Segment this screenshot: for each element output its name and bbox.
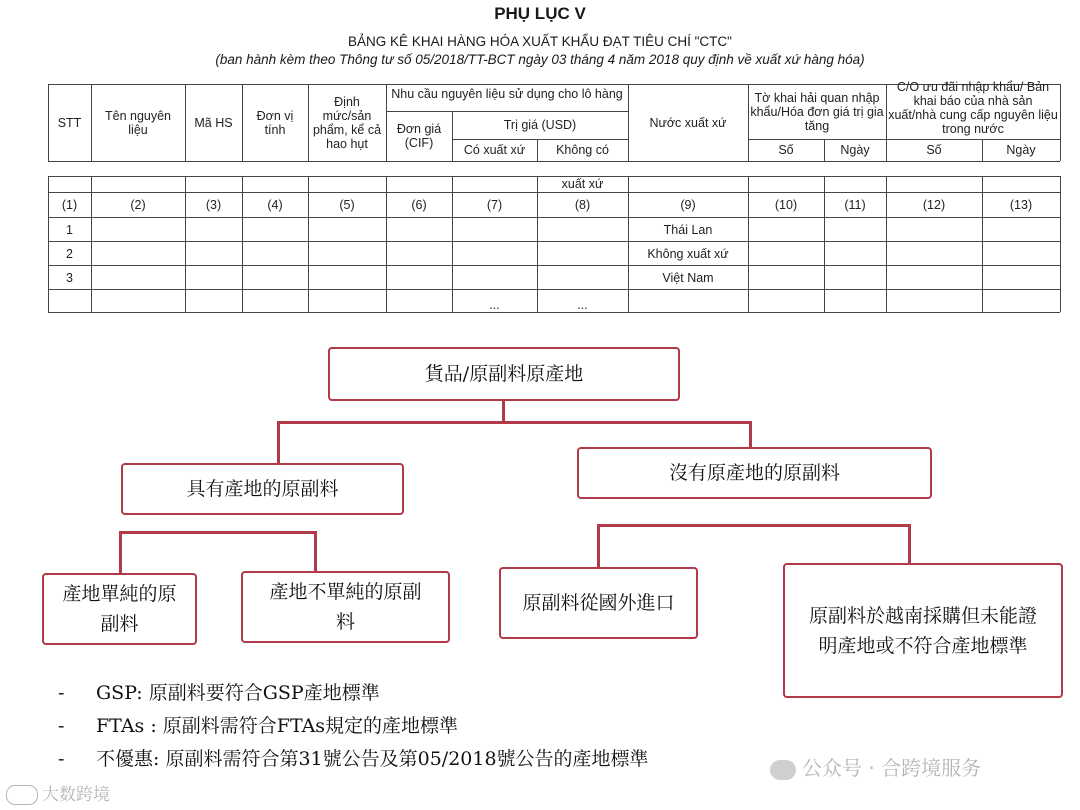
col-number: (13) [1009,198,1033,212]
table-row-nuoc: Thái Lan [663,222,713,237]
header-nhu-cau: Nhu cầu nguyên liệu sử dụng cho lô hàng [391,86,623,101]
header-co-so: Số [926,143,942,157]
rule-text: 不優惠: 原副料需符合第31號公告及第05/2018號公告的產地標準 [96,748,649,770]
table-row-nuoc: Không xuất xứ [647,246,729,261]
table-row-stt: 2 [66,246,73,261]
table-ellipsis: ... [489,298,500,312]
flowchart-root: 貨品/原副料原產地 [328,347,680,401]
rule-ftas [58,711,458,738]
col-number: (5) [339,198,355,212]
header-don-vi-tinh: Đơn vị tính [256,108,294,137]
rule-dash: - [58,748,65,770]
col-number: (3) [205,198,222,212]
col-number: (12) [922,198,946,212]
header-to-khai: Tờ khai hải quan nhập khẩu/Hóa đơn giá trị gia tăng [750,90,884,133]
document-subtitle: BẢNG KÊ KHAI HÀNG HÓA XUẤT KHẨU ĐẠT TIÊU CHÍ "CTC" [348,34,732,49]
col-number: (6) [411,198,427,212]
flowchart-right: 沒有原產地的原副料 [577,447,932,499]
flowchart-left-b: 產地不單純的原副料 [241,571,450,643]
document-note: (ban hành kèm theo Thông tư số 05/2018/TT-BCT ngày 03 tháng 4 năm 2018 quy định về xuất xứ hàng hóa) [215,52,865,67]
header-ten-nguyen-lieu: Tên nguyên liệu [104,108,172,137]
col-number: (9) [680,198,696,212]
header-co-ngay: Ngày [1006,143,1036,157]
header-stt: STT [57,115,82,130]
table-ellipsis: ... [577,298,588,312]
flowchart-right-a: 原副料從國外進口 [499,567,698,639]
header-khong-co: Không có [556,143,609,157]
header-tri-gia: Trị giá (USD) [503,118,577,132]
flowchart-left: 具有產地的原副料 [121,463,404,515]
rule-dash: - [58,715,65,737]
header-to-khai-ngay: Ngày [840,143,870,157]
rule-text: GSP: 原副料要符合GSP產地標準 [96,682,380,704]
rule-dash: - [58,682,65,704]
watermark-right: 公众号 · 合跨境服务 [770,752,981,781]
table-row-stt: 3 [66,270,73,285]
rule-non-preferential [58,744,649,771]
table-row-stt: 1 [66,222,73,237]
col-number: (11) [844,198,866,212]
header-co-uu-dai: C/O ưu đãi nhập khẩu/ Bản khai báo của nhà sản xuất/nhà cung cấp nguyên liệu trong nước [888,79,1058,136]
watermark-left: 大数跨境 [6,780,110,805]
wechat-icon [770,760,796,780]
header-to-khai-so: Số [778,143,794,157]
rule-gsp [58,678,380,705]
flowchart-right-b: 原副料於越南採購但未能證明產地或不符合產地標準 [783,563,1063,698]
header-khong-co-cont: xuất xứ [561,177,604,191]
header-dinh-muc: Định mức/sản phẩm, kể cả hao hụt [312,94,382,151]
watermark-logo-icon [6,785,38,805]
header-ma-hs: Mã HS [194,115,233,130]
col-number: (1) [61,198,78,212]
header-don-gia: Đơn giá (CIF) [396,122,442,150]
document-title: PHỤ LỤC V [494,4,586,23]
header-co-xuat-xu: Có xuất xứ [463,143,526,157]
flowchart-left-a: 產地單純的原副料 [42,573,197,645]
header-nuoc-xuat-xu: Nước xuất xứ [649,115,727,130]
col-number: (10) [774,198,798,212]
col-number: (7) [486,198,503,212]
declaration-table [0,0,1080,320]
col-number: (2) [130,198,146,212]
rule-text: FTAs : 原副料需符合FTAs規定的產地標準 [96,715,459,737]
table-row-nuoc: Việt Nam [662,270,714,285]
col-number: (4) [267,198,283,212]
col-number: (8) [574,198,591,212]
